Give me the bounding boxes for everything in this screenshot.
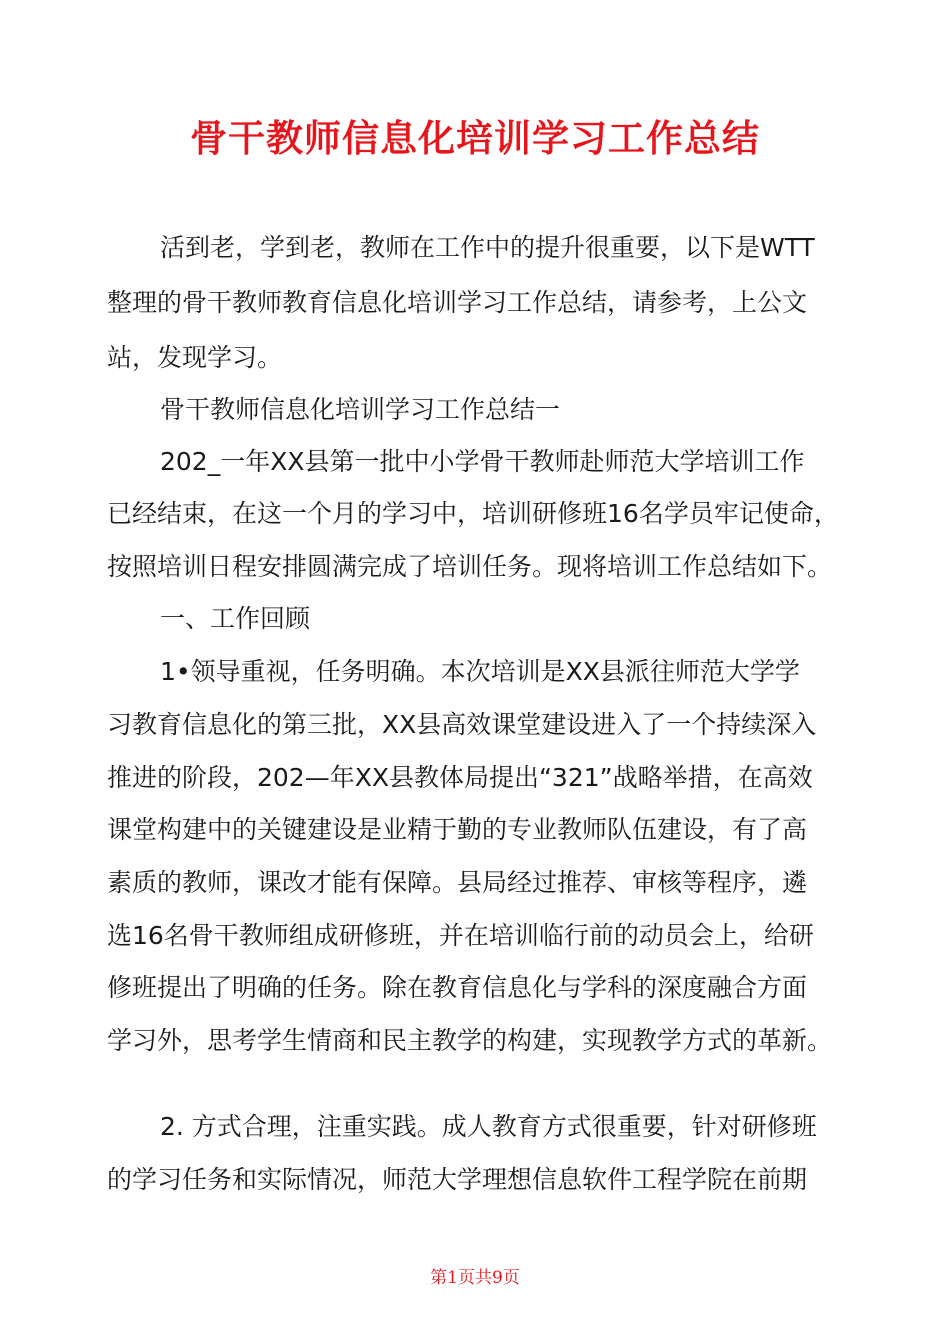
body-line: 1•领导重视，任务明确。本次培训是XX县派往师范大学学 <box>160 657 800 686</box>
section-heading: 一、工作回顾 <box>160 604 311 633</box>
body-line: 习教育信息化的第三批，XX县高效课堂建设进入了一个持续深入 <box>107 710 817 739</box>
body-line: 202_一年XX县第一批中小学骨干教师赴师范大学培训工作 <box>160 447 805 476</box>
body-line: 站，发现学习。 <box>107 343 283 372</box>
body-line: 素质的教师，课改才能有保障。县局经过推荐、审核等程序，遴 <box>107 868 808 897</box>
body-line: 2. 方式合理，注重实践。成人教育方式很重要，针对研修班 <box>160 1112 817 1141</box>
body-line: 推进的阶段，202—年XX县教体局提出“321”战略举措，在高效 <box>107 763 813 792</box>
body-line: 选16名骨干教师组成研修班，并在培训临行前的动员会上，给研 <box>107 921 814 950</box>
body-line: 学习外，思考学生情商和民主教学的构建，实现教学方式的革新。 <box>107 1026 833 1055</box>
body-line: 的学习任务和实际情况，师范大学理想信息软件工程学院在前期 <box>107 1165 808 1194</box>
page-footer: 第1页共9页 <box>430 1268 520 1288</box>
body-line: 活到老，学到老，教师在工作中的提升很重要，以下是WTT <box>160 233 815 262</box>
page-title: 骨干教师信息化培训学习工作总结 <box>190 117 760 160</box>
body-line: 课堂构建中的关键建设是业精于勤的专业教师队伍建设，有了高 <box>107 815 808 844</box>
body-line: 修班提出了明确的任务。除在教育信息化与学科的深度融合方面 <box>107 973 808 1002</box>
body-line: 按照培训日程安排圆满完成了培训任务。现将培训工作总结如下。 <box>107 552 833 581</box>
body-line: 整理的骨干教师教育信息化培训学习工作总结，请参考，上公文 <box>107 288 808 317</box>
body-line: 已经结束，在这一个月的学习中，培训研修班16名学员牢记使命， <box>107 499 839 528</box>
section-heading: 骨干教师信息化培训学习工作总结一 <box>160 395 561 424</box>
